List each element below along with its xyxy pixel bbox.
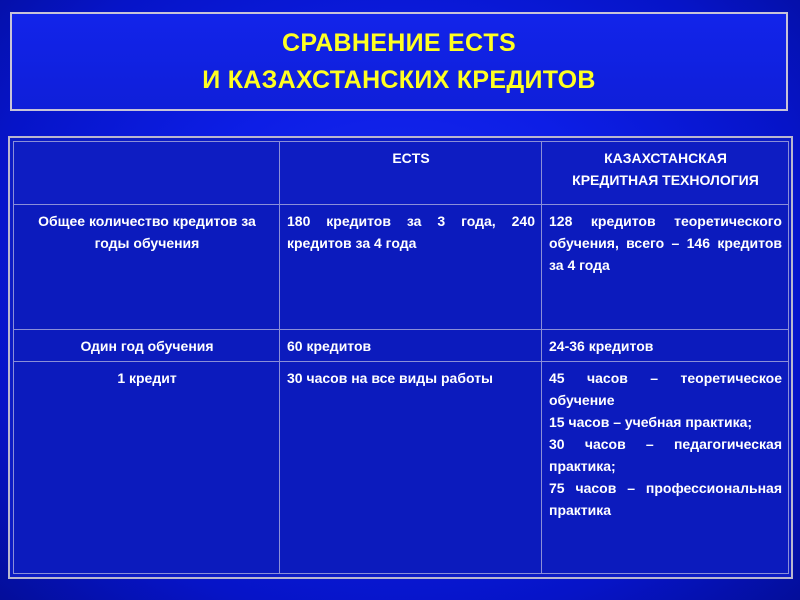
header-ects-label: ECTS — [392, 150, 430, 166]
kz-credit-item-pedagogical-practice: 30 часов – педагогическая практика; — [549, 436, 782, 475]
row-label-one-credit: 1 кредит — [14, 362, 280, 574]
row-kz-one-year: 24-36 кредитов — [542, 329, 789, 361]
row-label-total-credits: Общее количество кредитов за годы обучения — [14, 204, 280, 329]
row-ects-one-year: 60 кредитов — [280, 329, 542, 361]
comparison-table — [13, 141, 789, 574]
kz-credit-item-professional-practice: 75 часов – профессиональная практика — [549, 480, 782, 519]
header-cell-empty — [14, 142, 280, 205]
table-row — [14, 204, 789, 329]
slide-title-line-2: И КАЗАХСТАНСКИХ КРЕДИТОВ — [202, 65, 596, 94]
slide-title-box — [10, 12, 788, 111]
slide-title-line-1: СРАВНЕНИЕ ECTS — [282, 28, 516, 57]
row-kz-total-credits: 128 кредитов теоретического обучения, всего – 146 кредитов за 4 года — [542, 204, 789, 329]
kz-credit-item-theory: 45 часов – теоретическое обучение — [549, 370, 782, 409]
row-kz-one-credit — [542, 362, 789, 574]
row-label-one-year: Один год обучения — [14, 329, 280, 361]
header-cell-kz — [542, 142, 789, 205]
table-row — [14, 329, 789, 361]
kz-credit-item-study-practice: 15 часов – учебная практика; — [549, 414, 753, 431]
table-row — [14, 362, 789, 574]
header-cell-ects — [280, 142, 542, 205]
row-ects-one-credit: 30 часов на все виды работы — [280, 362, 542, 574]
row-ects-total-credits: 180 кредитов за 3 года, 240 кредитов за 4 года — [280, 204, 542, 329]
header-kz-line-1: КАЗАХСТАНСКАЯ — [604, 150, 727, 166]
header-kz-line-2: КРЕДИТНАЯ ТЕХНОЛОГИЯ — [572, 172, 759, 188]
table-header-row — [14, 142, 789, 205]
comparison-table-frame — [8, 136, 793, 579]
